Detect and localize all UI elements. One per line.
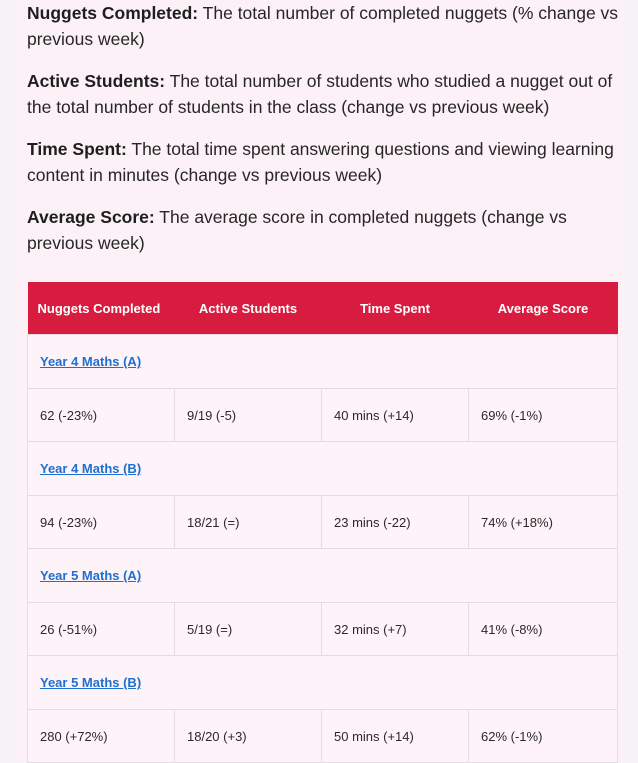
class-name-row: [28, 442, 618, 496]
class-link-year5-maths-a[interactable]: Year 5 Maths (A): [40, 568, 142, 583]
cell-time-spent: 50 mins (+14): [322, 710, 469, 763]
class-name-row: [28, 656, 618, 710]
class-name-row: [28, 549, 618, 603]
cell-nuggets-completed: 94 (-23%): [28, 496, 175, 549]
definition-text: The average score in completed nuggets (change vs previous week): [27, 207, 567, 253]
table-row: [28, 496, 618, 549]
email-body: [14, 0, 626, 761]
header-average-score: Average Score: [469, 282, 618, 335]
definition-term: Active Students:: [27, 71, 166, 91]
definition-active-students: [27, 68, 627, 120]
definition-nuggets-completed: [27, 0, 627, 52]
definition-term: Time Spent:: [27, 139, 127, 159]
class-link-year4-maths-a[interactable]: Year 4 Maths (A): [40, 354, 142, 369]
table-row: [28, 603, 618, 656]
definitions-list: [27, 0, 627, 272]
cell-average-score: 74% (+18%): [469, 496, 618, 549]
header-active-students: Active Students: [175, 282, 322, 335]
class-link-year5-maths-b[interactable]: Year 5 Maths (B): [40, 675, 142, 690]
cell-nuggets-completed: 26 (-51%): [28, 603, 175, 656]
cell-active-students: 9/19 (-5): [175, 389, 322, 442]
cell-time-spent: 32 mins (+7): [322, 603, 469, 656]
cell-active-students: 18/20 (+3): [175, 710, 322, 763]
cell-time-spent: 23 mins (-22): [322, 496, 469, 549]
cell-active-students: 18/21 (=): [175, 496, 322, 549]
table-header-row: [28, 282, 618, 335]
table-row: [28, 710, 618, 763]
definition-text: The total number of students who studied a nugget out of the total number of students in the class (change vs previous week): [27, 71, 613, 117]
class-link-year4-maths-b[interactable]: Year 4 Maths (B): [40, 461, 142, 476]
header-nuggets-completed: Nuggets Completed: [28, 282, 175, 335]
cell-active-students: 5/19 (=): [175, 603, 322, 656]
cell-average-score: 41% (-8%): [469, 603, 618, 656]
cell-average-score: 69% (-1%): [469, 389, 618, 442]
class-name-cell: [28, 335, 618, 389]
class-name-row: [28, 335, 618, 389]
class-name-cell: [28, 442, 618, 496]
class-stats-table: [27, 282, 618, 763]
cell-time-spent: 40 mins (+14): [322, 389, 469, 442]
definition-term: Nuggets Completed:: [27, 3, 199, 23]
cell-nuggets-completed: 62 (-23%): [28, 389, 175, 442]
definition-term: Average Score:: [27, 207, 155, 227]
cell-nuggets-completed: 280 (+72%): [28, 710, 175, 763]
cell-average-score: 62% (-1%): [469, 710, 618, 763]
header-time-spent: Time Spent: [322, 282, 469, 335]
definition-text: The total number of completed nuggets (% change vs previous week): [27, 3, 619, 49]
definition-text: The total time spent answering questions and viewing learning content in minutes (change vs previous week): [27, 139, 614, 185]
definition-time-spent: [27, 136, 627, 188]
table-row: [28, 389, 618, 442]
definition-average-score: [27, 204, 627, 256]
class-name-cell: [28, 656, 618, 710]
class-name-cell: [28, 549, 618, 603]
